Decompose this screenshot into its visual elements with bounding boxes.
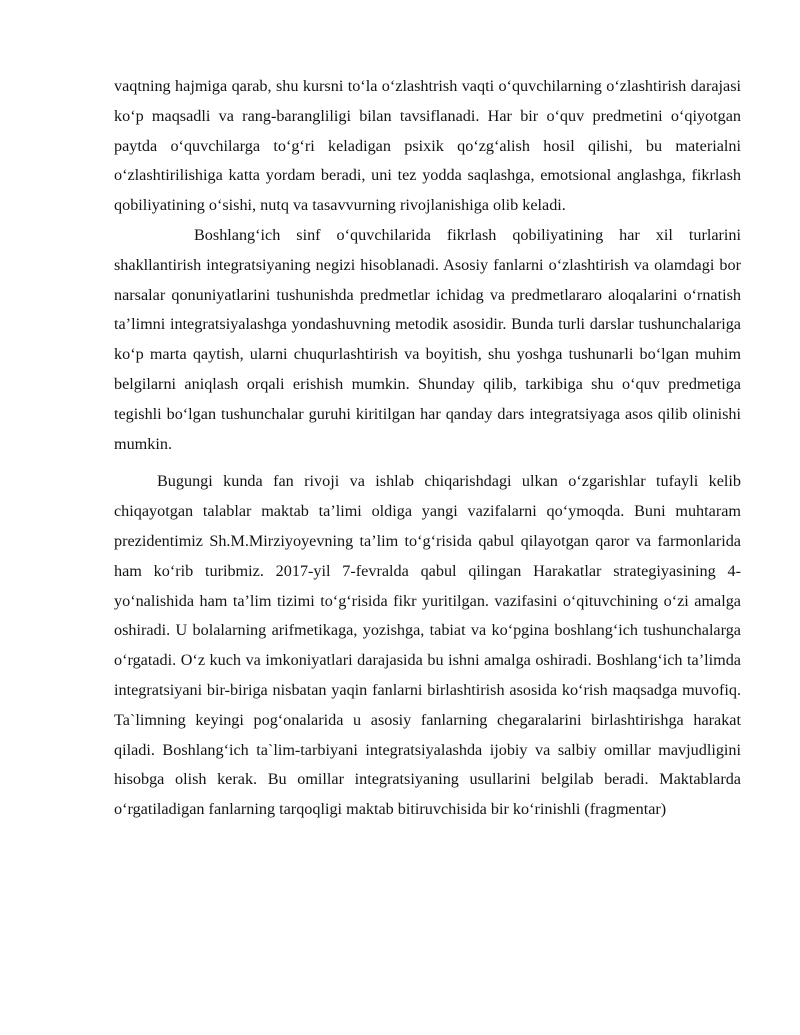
paragraph-1: vaqtning hajmiga qarab, shu kursni to‘la o‘zlashtrish vaqti o‘quvchilarning o‘zlashtirish darajasi ko‘p maqsadli va rang-barangliligi bilan tavsiflanadi. Har bir o‘quv predmetini o‘qiyotgan paytda o‘quvchilarga to‘g‘ri keladigan psixik qo‘zg‘alish hosil qilishi, bu materialni o‘zlashtirilishiga katta yordam beradi, uni tez yodda saqlashga, emotsional anglashga, fikrlash qobiliyatining o‘sishi, nutq va tasavvurning rivojlanishiga olib keladi. [114, 77, 741, 215]
paragraph-3: Bugungi kunda fan rivoji va ishlab chiqarishdagi ulkan o‘zgarishlar tufayli kelib chiqayotgan talablar maktab ta’limi oldiga yangi vazifalarni qo‘ymoqda. Buni muhtaram prezidentimiz Sh.M.Mirziyoyevning ta’lim to‘g‘risida qabul qilayotgan qaror va farmonlarida ham ko‘rib turibmiz. 2017-yil 7-fevralda qabul qilingan Harakatlar strategiyasining 4-yo‘nalishida ham ta’lim tizimi to‘g‘risida fikr yuritilgan. vazifasini o‘qituvchining o‘zi amalga oshiradi. U bolalarning arifmetikaga, yozishga, tabiat va ko‘pgina boshlang‘ich tushunchalarga o‘rgatadi. O‘z kuch va imkoniyatlari darajasida bu ishni amalga oshiradi. Boshlang‘ich ta’limda integratsiyani bir-biriga nisbatan yaqin fanlarni birlashtirish asosida ko‘rish maqsadga muvofiq. Ta`limning keyingi pog‘onalarida u asosiy fanlarning chegaralarini birlashtirishga harakat qiladi. Boshlang‘ich ta`lim-tarbiyani integratsiyalashda ijobiy va salbiy omillar mavjudligini hisobga olish kerak. Bu omillar integratsiyaning usullarini belgilab beradi. Maktablarda o‘rgatiladigan fanlarning tarqoqligi maktab bitiruvchisida bir ko‘rinishli (fragmentar) [114, 472, 741, 819]
document-page [114, 72, 741, 825]
paragraph-2: Boshlang‘ich sinf o‘quvchilarida fikrlash qobiliyatining har xil turlarini shakllantirish integratsiyaning negizi hisoblanadi. Asosiy fanlarni o‘zlashtirish va olamdagi bor narsalar qonuniyatlarini tushunishda predmetlar ichidag va predmetlararo aloqalarini o‘rnatish ta’limni integratsiyalashga yondashuvning metodik asosidir. Bunda turli darslar tushunchalariga ko‘p marta qaytish, ularni chuqurlashtirish va boyitish, shu yoshga tushunarli bo‘lgan muhim belgilarni aniqlash orqali erishish mumkin. Shunday qilib, tarkibiga shu o‘quv predmetiga tegishli bo‘lgan tushunchalar guruhi kiritilgan har qanday dars integratsiyaga asos qilib olinishi mumkin. [114, 225, 741, 453]
